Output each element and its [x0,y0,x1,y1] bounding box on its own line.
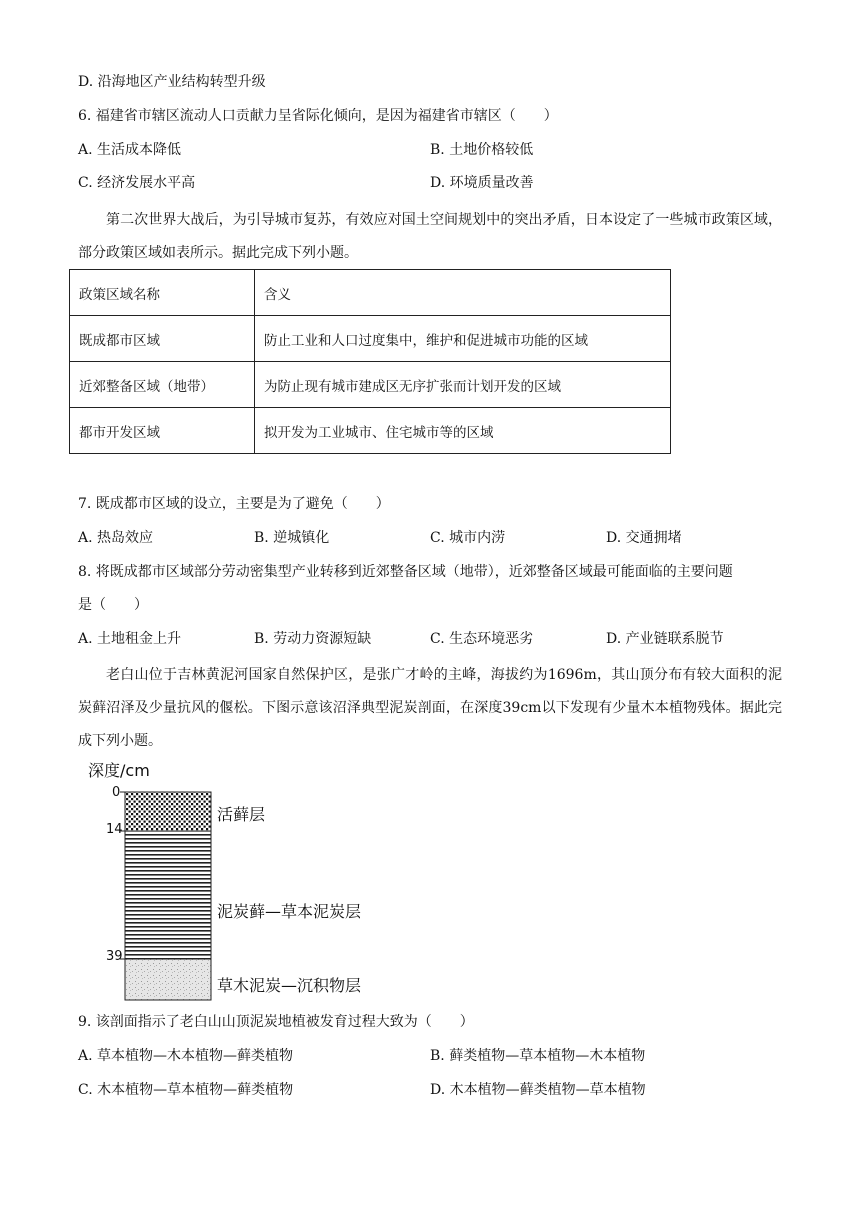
q7-option-c: C. 城市内涝 [430,530,506,546]
q6-stem: 6. 福建省市辖区流动人口贡献力呈省际化倾向，是因为福建省市辖区（ ） [78,108,558,124]
table-cell: 近郊整备区域（地带） [70,362,255,408]
table-cell: 拟开发为工业城市、住宅城市等的区域 [255,408,671,454]
table-cell: 都市开发区域 [70,408,255,454]
q9-option-b: B. 藓类植物—草本植物—木本植物 [430,1048,646,1064]
q6-option-b: B. 土地价格较低 [430,142,534,158]
layer-label-moss-herb-peat: 泥炭藓—草本泥炭层 [217,902,362,921]
depth-tick-0: 0 [112,785,121,800]
live-moss-layer [125,792,211,831]
moss-herb-peat-layer [125,831,211,959]
table-header-cell: 含义 [255,270,671,316]
table-cell: 既成都市区域 [70,316,255,362]
table-row [70,362,671,408]
q8-option-b: B. 劳动力资源短缺 [254,631,372,647]
q9-option-c: C. 木本植物—草本植物—藓类植物 [78,1082,294,1098]
depth-tick-39: 39 [106,949,123,964]
intro-japan: 第二次世界大战后，为引导城市复苏，有效应对国土空间规划中的突出矛盾，日本设定了一些城市政策区域，部分政策区域如表所示。据此完成下列小题。 [78,212,782,261]
depth-axis-title: 深度/cm [88,761,150,780]
intro-laobaishan: 老白山位于吉林黄泥河国家自然保护区，是张广才岭的主峰，海拔约为1696m，其山顶分布有较大面积的泥炭藓沼泽及少量抗风的偃松。下图示意该沼泽典型泥炭剖面，在深度39cm以下发现有少量木本植物残体。据此完成下列小题。 [78,667,782,749]
peat-profile-column [86,758,386,1008]
table-cell: 防止工业和人口过度集中，维护和促进城市功能的区域 [255,316,671,362]
q7-option-d: D. 交通拥堵 [606,530,682,546]
q6-option-d: D. 环境质量改善 [430,175,534,191]
q8-option-a: A. 土地租金上升 [78,631,182,647]
table-header-cell: 政策区域名称 [70,270,255,316]
table-cell: 为防止现有城市建成区无序扩张而计划开发的区域 [255,362,671,408]
q7-option-b: B. 逆城镇化 [254,530,330,546]
table-row [70,408,671,454]
q7-option-a: A. 热岛效应 [78,530,154,546]
herb-wood-sediment-layer [125,959,211,1000]
q6-option-a: A. 生活成本降低 [78,142,182,158]
q6-option-c: C. 经济发展水平高 [78,175,196,191]
q8-stem-line2: 是（ ） [78,597,148,613]
q8-option-d: D. 产业链联系脱节 [606,631,724,647]
peat-profile-figure [86,758,386,1008]
table-header-row [70,270,671,316]
layer-label-sediment: 草木泥炭—沉积物层 [217,976,362,995]
q9-stem: 9. 该剖面指示了老白山山顶泥炭地植被发育过程大致为（ ） [78,1014,474,1030]
depth-tick-14: 14 [106,822,123,837]
q8-option-c: C. 生态环境恶劣 [430,631,534,647]
q8-stem-line1: 8. 将既成都市区域部分劳动密集型产业转移到近郊整备区域（地带），近郊整备区域最可能面临的主要问题 [78,564,733,580]
policy-table [69,269,671,454]
q5-option-d: D. 沿海地区产业结构转型升级 [78,74,266,90]
layer-label-live-moss: 活藓层 [217,805,266,824]
table-row [70,316,671,362]
q9-option-a: A. 草本植物—木本植物—藓类植物 [78,1048,294,1064]
q7-stem: 7. 既成都市区域的设立，主要是为了避免（ ） [78,496,390,512]
q9-option-d: D. 木本植物—藓类植物—草本植物 [430,1082,646,1098]
